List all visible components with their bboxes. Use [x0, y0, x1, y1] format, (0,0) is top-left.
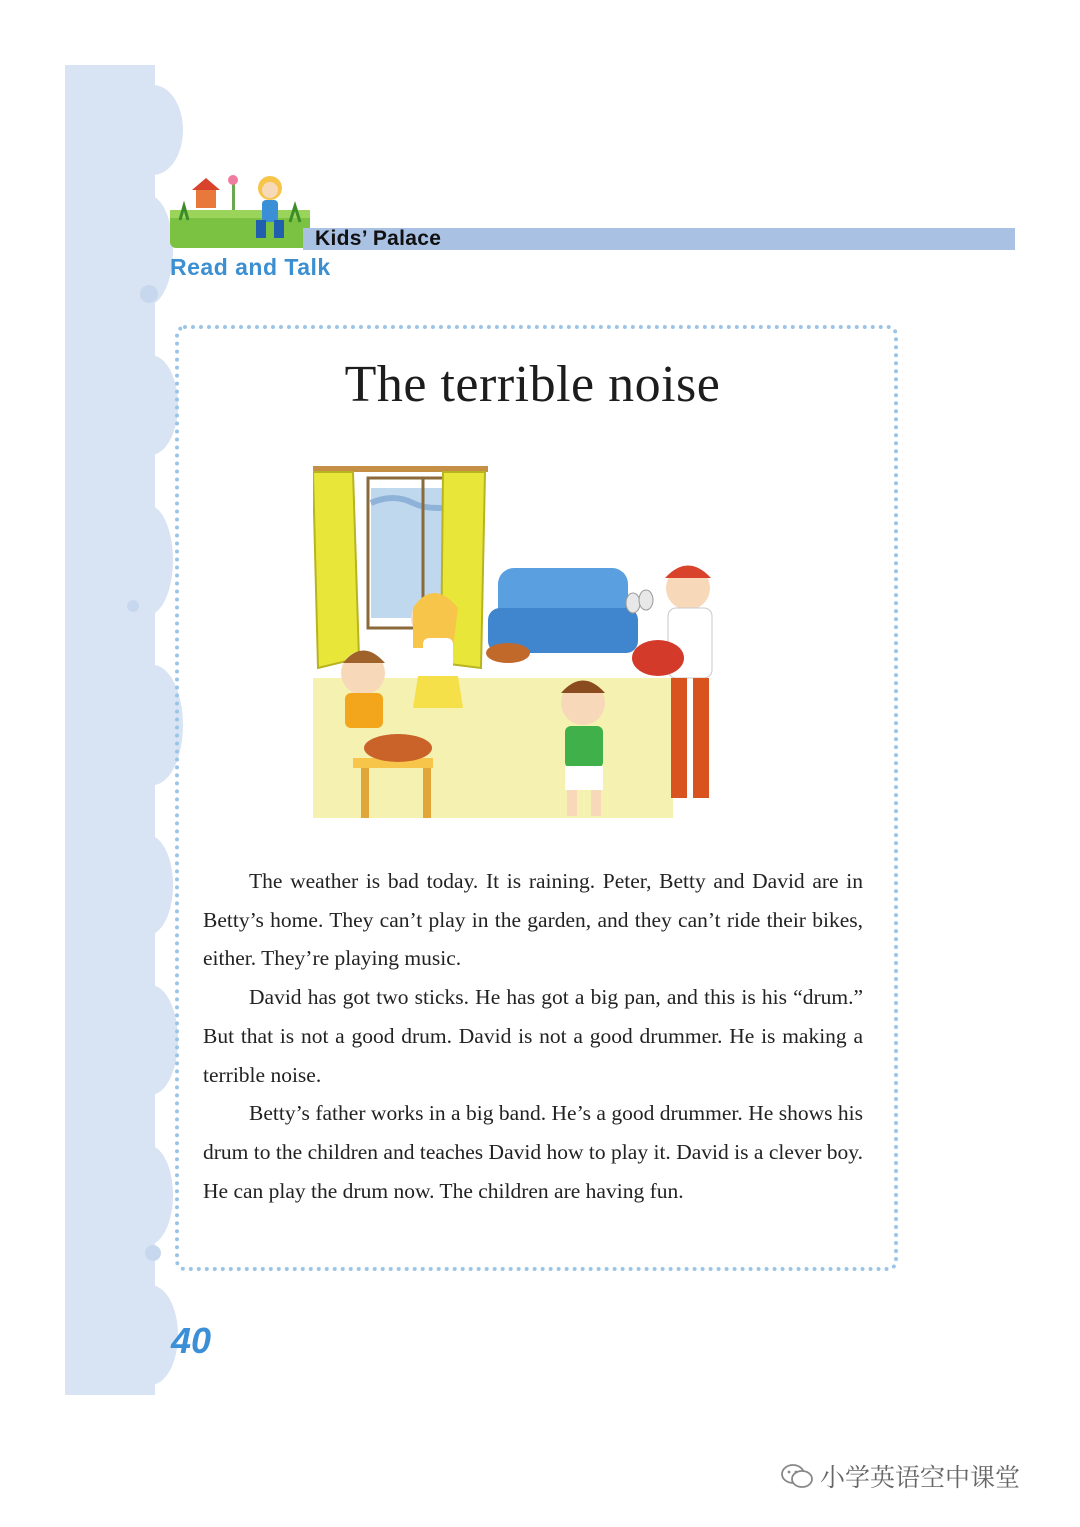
edge-wave: [123, 85, 183, 175]
family-music-illustration: [313, 458, 753, 828]
story-paragraph: David has got two sticks. He has got a big pan, and this is his “drum.” But that is not a good drum. David is not a good drummer. He is making a terrible noise.: [203, 985, 863, 1087]
watermark-text: 小学英语空中课堂: [820, 1463, 1021, 1492]
bubble-dot: [140, 285, 158, 303]
edge-wave: [123, 985, 178, 1095]
series-title: Kids’ Palace: [315, 227, 442, 250]
story-paragraph: The weather is bad today. It is raining. Peter, Betty and David are in Betty’s home. They can’t play in the garden, and they can’t ride their bikes, either. They’re playing music.: [203, 869, 863, 971]
bubble-dot: [145, 1245, 161, 1261]
wechat-icon: [780, 1462, 814, 1490]
edge-wave: [123, 835, 173, 935]
watermark: [780, 1458, 1020, 1494]
section-label: Read and Talk: [170, 254, 331, 280]
edge-wave: [123, 505, 173, 615]
edge-wave: [123, 1145, 173, 1245]
story-body: [203, 862, 863, 1210]
story-title: The terrible noise: [344, 356, 721, 413]
page-number: 40: [171, 1320, 212, 1361]
edge-wave: [123, 1285, 178, 1385]
bubble-dot: [127, 600, 139, 612]
edge-wave: [123, 665, 183, 785]
kids-palace-logo-icon: [170, 170, 310, 252]
textbook-page: [65, 65, 1015, 1395]
story-paragraph: Betty’s father works in a big band. He’s a good drummer. He shows his drum to the children and teaches David how to play it. David is a clever boy. He can play the drum now. The children are having fun.: [203, 1101, 863, 1203]
